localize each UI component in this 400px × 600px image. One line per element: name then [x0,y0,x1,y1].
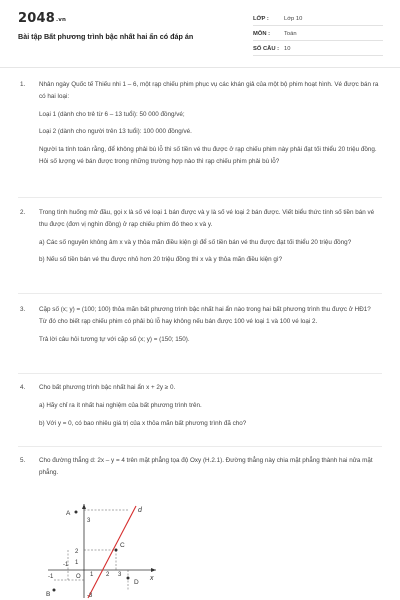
divider [18,446,382,447]
page-header [0,0,400,68]
question-paragraph: Loại 1 (dành cho trẻ từ 6 – 13 tuổi): 50 000 đồng/vé; [39,110,185,118]
y-axis-arrow [82,504,86,509]
label-origin: O [76,574,81,580]
question-number: 2. [20,209,26,216]
meta-row-count [253,43,383,56]
meta-value: 10 [284,46,291,52]
question-body [39,455,379,479]
label-point-b: B [46,591,51,598]
question-number: 5. [20,457,26,464]
meta-key: LỚP : [253,16,269,22]
label-point-d: D [134,579,139,586]
divider [18,373,382,374]
question-paragraph: a) Hãy chỉ ra ít nhất hai nghiệm của bất phương trình trên. [39,401,202,409]
question-body [39,79,379,168]
point-d [127,577,130,580]
meta-row-grade [253,13,383,26]
meta-row-subject [253,28,383,41]
logo-main: 2048 [18,11,55,26]
tick-label-y: 2 [75,549,79,555]
question-paragraph: a) Các số nguyên không âm x và y thỏa mãn điều kiện gì để số tiền bán vé thu được đạt tối thiểu 20 triệu đồng? [39,238,352,246]
question-body [39,304,379,345]
divider [18,293,382,294]
tick-label-y: -1 [48,574,54,580]
line-d [88,506,136,598]
meta-key: MÔN : [253,31,271,37]
question-paragraph: Nhân ngày Quốc tế Thiếu nhi 1 – 6, một rạp chiếu phim phục vụ các khán giả của một bộ phim hoạt hình. Vé được bán ra có hai loại: [39,81,379,100]
meta-value: Lớp 10 [284,16,303,22]
tick-label-x: 1 [90,572,94,578]
question-paragraph: Người ta tính toán rằng, để không phải bù lỗ thì số tiền vé thu được ở rạp chiếu phim này phải đạt tối thiểu 20 triệu đồng. Hỏi số lượng vé bán được trong những trường hợp nào thì rạp chiếu phim phải bù lỗ? [39,146,377,165]
tick-label-x: 3 [118,572,122,578]
site-logo[interactable] [18,11,66,26]
meta-value: Toán [284,31,297,37]
x-axis-arrow [151,568,156,572]
question-number: 4. [20,384,26,391]
coordinate-figure [44,500,164,600]
label-axis-x: x [150,575,154,582]
question-body [39,382,379,429]
question-paragraph: Cho bất phương trình bậc nhất hai ẩn x + 2y ≥ 0. [39,384,176,391]
question-paragraph: b) Với y = 0, có bao nhiêu giá trị của x thỏa mãn bất phương trình đã cho? [39,419,247,427]
question-paragraph: Trong tình huống mở đầu, gọi x là số vé loại 1 bán được và y là số vé loại 2 bán được. Viết biểu thức tính số tiền bán vé thu được (đơn vị nghìn đồng) ở rạp chiếu phim đó theo x và y. [39,209,375,228]
question-paragraph: Cho đường thẳng d: 2x – y = 4 trên mặt phẳng tọa độ Oxy (H.2.1). Đường thẳng này chia mặt phẳng thành hai nửa mặt phẳng. [39,457,373,476]
point-c [115,549,118,552]
question-paragraph: Loại 2 (dành cho người trên 13 tuổi): 100 000 đồng/vé. [39,128,192,136]
meta-key: SỐ CÂU : [253,46,280,52]
tick-label-y: -3 [87,593,93,599]
question-number: 1. [20,81,26,88]
page-title: Bài tập Bất phương trình bậc nhất hai ẩn có đáp án [18,32,194,41]
tick-label-x: 2 [106,572,110,578]
question-paragraph: Trả lời câu hỏi tương tự với cặp số (x; y) = (150; 150). [39,335,190,343]
tick-label-y: 3 [87,518,91,524]
label-point-c: C [120,542,125,549]
point-a [75,511,78,514]
divider [18,197,382,198]
logo-suffix: .vn [55,17,67,23]
tick-label-x: -1 [63,562,69,568]
question-body [39,207,379,266]
label-line-d: d [138,507,142,514]
tick-label-y: 1 [75,560,79,566]
question-paragraph: Cặp số (x; y) = (100; 100) thỏa mãn bất phương trình bậc nhất hai ẩn nào trong hai bất phương trình thu được ở HĐ1? Từ đó cho biết rạp chiếu phim có phải bù lỗ hay không nếu bán được 100 vé loại 1 và 100 vé loại 2. [39,306,371,325]
question-paragraph: b) Nếu số tiền bán vé thu được nhỏ hơn 20 triệu đồng thì x và y thỏa mãn điều kiện gì? [39,256,283,264]
question-number: 3. [20,306,26,313]
label-point-a: A [66,510,71,517]
point-b [53,589,56,592]
